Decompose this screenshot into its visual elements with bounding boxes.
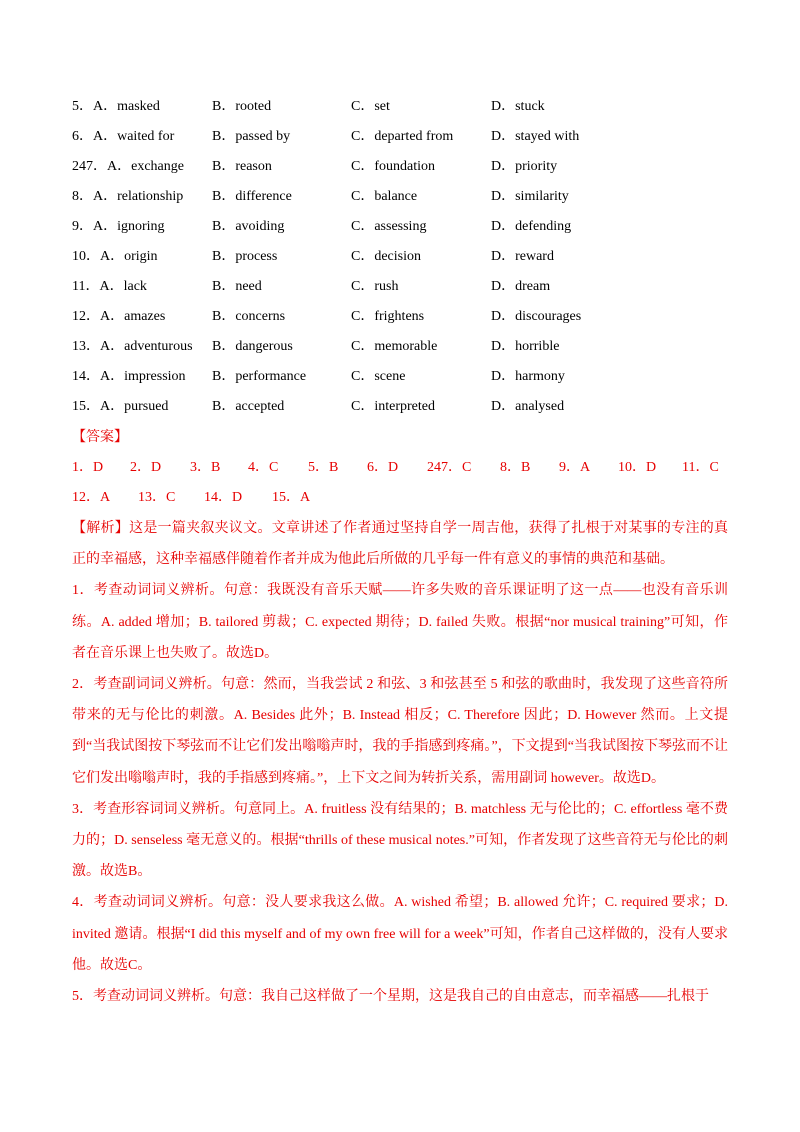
option-c: C．set <box>351 99 390 114</box>
answer-item: 247．C <box>427 460 472 475</box>
option-d: D．stayed with <box>491 129 580 144</box>
options-list <box>72 96 722 426</box>
option-d: D．reward <box>491 249 554 264</box>
answer-item: 4．C <box>248 460 279 475</box>
option-a: 10．A．origin <box>72 249 158 264</box>
option-c: C．decision <box>351 249 421 264</box>
answer-item: 8．B <box>500 460 531 475</box>
option-c: C．scene <box>351 369 406 384</box>
option-b: B．performance <box>212 369 307 384</box>
option-row <box>72 366 722 396</box>
analysis-item-4: 4．考查动词词义辨析。句意：没人要求我这么做。A. wished 希望；B. allowed 允许；C. required 要求；D. invited 邀请。根据“I did this myself and of my own free will for a week”可知，作者自己这样做的，没有人要求他。故选C。 <box>72 895 728 973</box>
option-d: D．harmony <box>491 369 565 384</box>
option-row <box>72 396 722 426</box>
option-row <box>72 216 722 246</box>
option-b: B．reason <box>212 159 272 174</box>
answer-item: 1．D <box>72 460 104 475</box>
option-c: C．assessing <box>351 219 427 234</box>
option-b: B．passed by <box>212 129 291 144</box>
option-d: D．stuck <box>491 99 545 114</box>
option-a: 5．A．masked <box>72 99 160 114</box>
option-a: 12．A．amazes <box>72 309 166 324</box>
option-d: D．similarity <box>491 189 569 204</box>
answer-item: 11．C <box>682 460 719 475</box>
answer-item: 5．B <box>308 460 339 475</box>
option-d: D．analysed <box>491 399 565 414</box>
analysis-item-3: 3．考查形容词词义辨析。句意同上。A. fruitless 没有结果的；B. matchless 无与伦比的；C. effortless 毫不费力的；D. senseless 毫无意义的。根据“thrills of these musical notes.”可知，作者发现了这些音符无与伦比的刺激。故选B。 <box>72 801 728 880</box>
option-b: B．accepted <box>212 399 285 414</box>
analysis-item-5: 5．考查动词词义辨析。句意：我自己这样做了一个星期，这是我自己的自由意志，而幸福感——扎根于 <box>72 989 709 1005</box>
answer-item: 9．A <box>559 460 591 475</box>
option-d: D．dream <box>491 279 551 294</box>
answer-item: 14．D <box>204 490 243 505</box>
analysis-section <box>72 513 728 1012</box>
option-b: B．dangerous <box>212 339 293 354</box>
analysis-item-1: 1．考查动词词义辨析。句意：我既没有音乐天赋——许多失败的音乐课证明了这一点——也没有音乐训练。A. added 增加；B. tailored 剪裁；C. expected 期待；D. failed 失败。根据“nor musical training”可知，作者在音乐课上也失败了。故选D。 <box>72 583 728 661</box>
option-b: B．need <box>212 279 262 294</box>
option-row <box>72 126 722 156</box>
option-d: D．defending <box>491 219 572 234</box>
option-b: B．rooted <box>212 99 272 114</box>
answer-item: 2．D <box>130 460 162 475</box>
option-b: B．avoiding <box>212 219 285 234</box>
option-row <box>72 186 722 216</box>
option-c: C．frightens <box>351 309 425 324</box>
option-row <box>72 246 722 276</box>
answer-heading: 【答案】 <box>72 430 128 445</box>
option-a: 11．A．lack <box>72 279 147 294</box>
option-b: B．process <box>212 249 278 264</box>
option-b: B．concerns <box>212 309 286 324</box>
option-d: D．discourages <box>491 309 582 324</box>
option-row <box>72 276 722 306</box>
option-row <box>72 336 722 366</box>
analysis-item-2: 2．考查副词词义辨析。句意：然而，当我尝试 2 和弦、3 和弦甚至 5 和弦的歌曲时，我发现了这些音符所带来的无与伦比的刺激。A. Besides 此外；B. Instead 相反；C. Therefore 因此；D. However 然而。上文提到“当我试图按下琴弦而不让它们发出嗡嗡声时，我的手指感到疼痛。”，下文提到“当我试图按下琴弦而不让它们发出嗡嗡声时，我的手指感到疼痛。”，上下文之间为转折关系，需用副词 however。故选D。 <box>72 677 728 786</box>
answer-item: 10．D <box>618 460 657 475</box>
option-row <box>72 156 722 186</box>
option-c: C．balance <box>351 189 418 204</box>
analysis-intro: 【解析】这是一篇夹叙夹议文。文章讲述了作者通过坚持自学一周吉他，获得了扎根于对某事的专注的真正的幸福感，这种幸福感伴随着作者并成为他此后所做的几乎每一件有意义的事情的典范和基础。 <box>72 521 728 568</box>
option-a: 15．A．pursued <box>72 399 169 414</box>
answer-item: 12．A <box>72 490 111 505</box>
option-a: 6．A．waited for <box>72 129 175 144</box>
option-b: B．difference <box>212 189 292 204</box>
option-d: D．horrible <box>491 339 560 354</box>
option-c: C．rush <box>351 279 399 294</box>
option-c: C．interpreted <box>351 399 435 414</box>
option-a: 247．A．exchange <box>72 159 184 174</box>
option-d: D．priority <box>491 159 558 174</box>
option-a: 13．A．adventurous <box>72 339 193 354</box>
option-row <box>72 306 722 336</box>
option-c: C．foundation <box>351 159 435 174</box>
option-a: 14．A．impression <box>72 369 186 384</box>
answer-item: 15．A <box>272 490 311 505</box>
option-a: 8．A．relationship <box>72 189 184 204</box>
option-a: 9．A．ignoring <box>72 219 165 234</box>
answer-item: 6．D <box>367 460 399 475</box>
answer-item: 3．B <box>190 460 221 475</box>
option-row <box>72 96 722 126</box>
answer-item: 13．C <box>138 490 176 505</box>
option-c: C．departed from <box>351 129 454 144</box>
option-c: C．memorable <box>351 339 438 354</box>
